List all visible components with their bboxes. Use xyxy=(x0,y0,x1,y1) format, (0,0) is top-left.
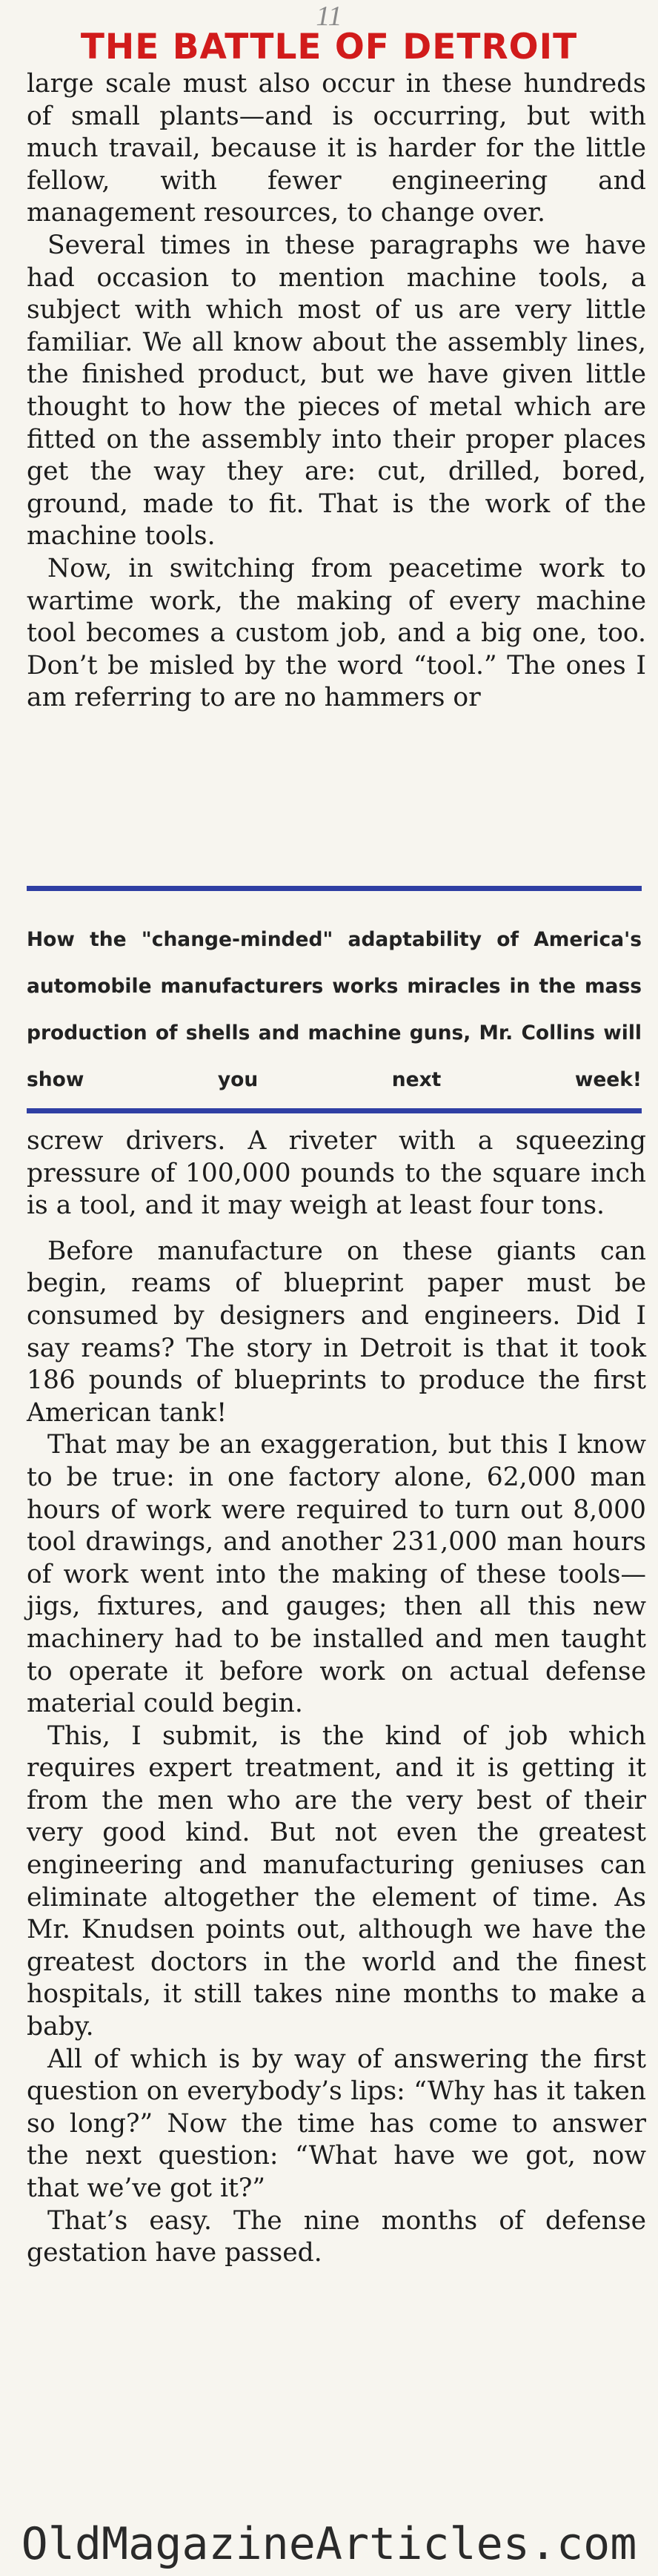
page-number: 11 xyxy=(316,1,342,32)
article-column-top xyxy=(27,68,646,715)
paragraph: That may be an exaggeration, but this I know to be true: in one factory alone, 62,000 man hours of work were required to turn out 8,000 tool drawings, and another 231,000 man hours of work went into the making of these tools—jigs, fixtures, and gauges; then all this new machinery had to be installed and men taught to operate it before work on actual defense material could begin. xyxy=(27,1430,646,1719)
article-column-bottom xyxy=(27,1125,646,2270)
headline: THE BATTLE OF DETROIT xyxy=(80,27,578,67)
paragraph: Before manufacture on these giants can begin, reams of blueprint paper must be consumed by designers and engineers. Did I say reams? The story in Detroit is that it took 186 pounds of blueprints to produce the first American tank! xyxy=(27,1236,646,1428)
divider-rule-bottom xyxy=(27,1108,642,1113)
paragraph: Several times in these paragraphs we have had occasion to mention machine tools, a subject with which most of us are very little familiar. We all know about the assembly lines, the finished product, but we have given little thought to how the pieces of metal which are fitted on the assembly into their proper places get the way they are: cut, drilled, bored, ground, made to fit. That is the work of the machine tools. xyxy=(27,230,646,552)
paragraph: screw drivers. A riveter with a squeezing pressure of 100,000 pounds to the square inch is a tool, and it may weigh at least four tons. xyxy=(27,1126,646,1221)
paragraph: large scale must also occur in these hundreds of small plants—and is occurring, but with much travail, because it is harder for the little fellow, with fewer engineering and management resources, to change over. xyxy=(27,69,646,228)
paragraph: All of which is by way of answering the first question on everybody’s lips: “Why has it taken so long?” Now the time has come to answer the next question: “What have we got, now that we’ve got it?” xyxy=(27,2044,646,2203)
footer-brand: OldMagazineArticles.com xyxy=(21,2518,637,2570)
divider-rule-top xyxy=(27,886,642,891)
next-week-teaser: How the "change-minded" adaptability of America's automobile manufacturers works miracles in the mass production of shells and machine guns, Mr. Collins will show you next week! xyxy=(27,928,642,1091)
paragraph: That’s easy. The nine months of defense gestation have passed. xyxy=(27,2205,646,2268)
paragraph: Now, in switching from peacetime work to wartime work, the making of every machine tool becomes a custom job, and a big one, too. Don’t be misled by the word “tool.” The ones I am referring to are no hammers or xyxy=(27,553,646,713)
paragraph: This, I submit, is the kind of job which requires expert treatment, and it is getting it from the men who are the very best of their very good kind. But not even the greatest engineering and manufacturing geniuses can eliminate altogether the element of time. As Mr. Knudsen points out, although we have the greatest doctors in the world and the finest hospitals, it still takes nine months to make a baby. xyxy=(27,1721,646,2042)
